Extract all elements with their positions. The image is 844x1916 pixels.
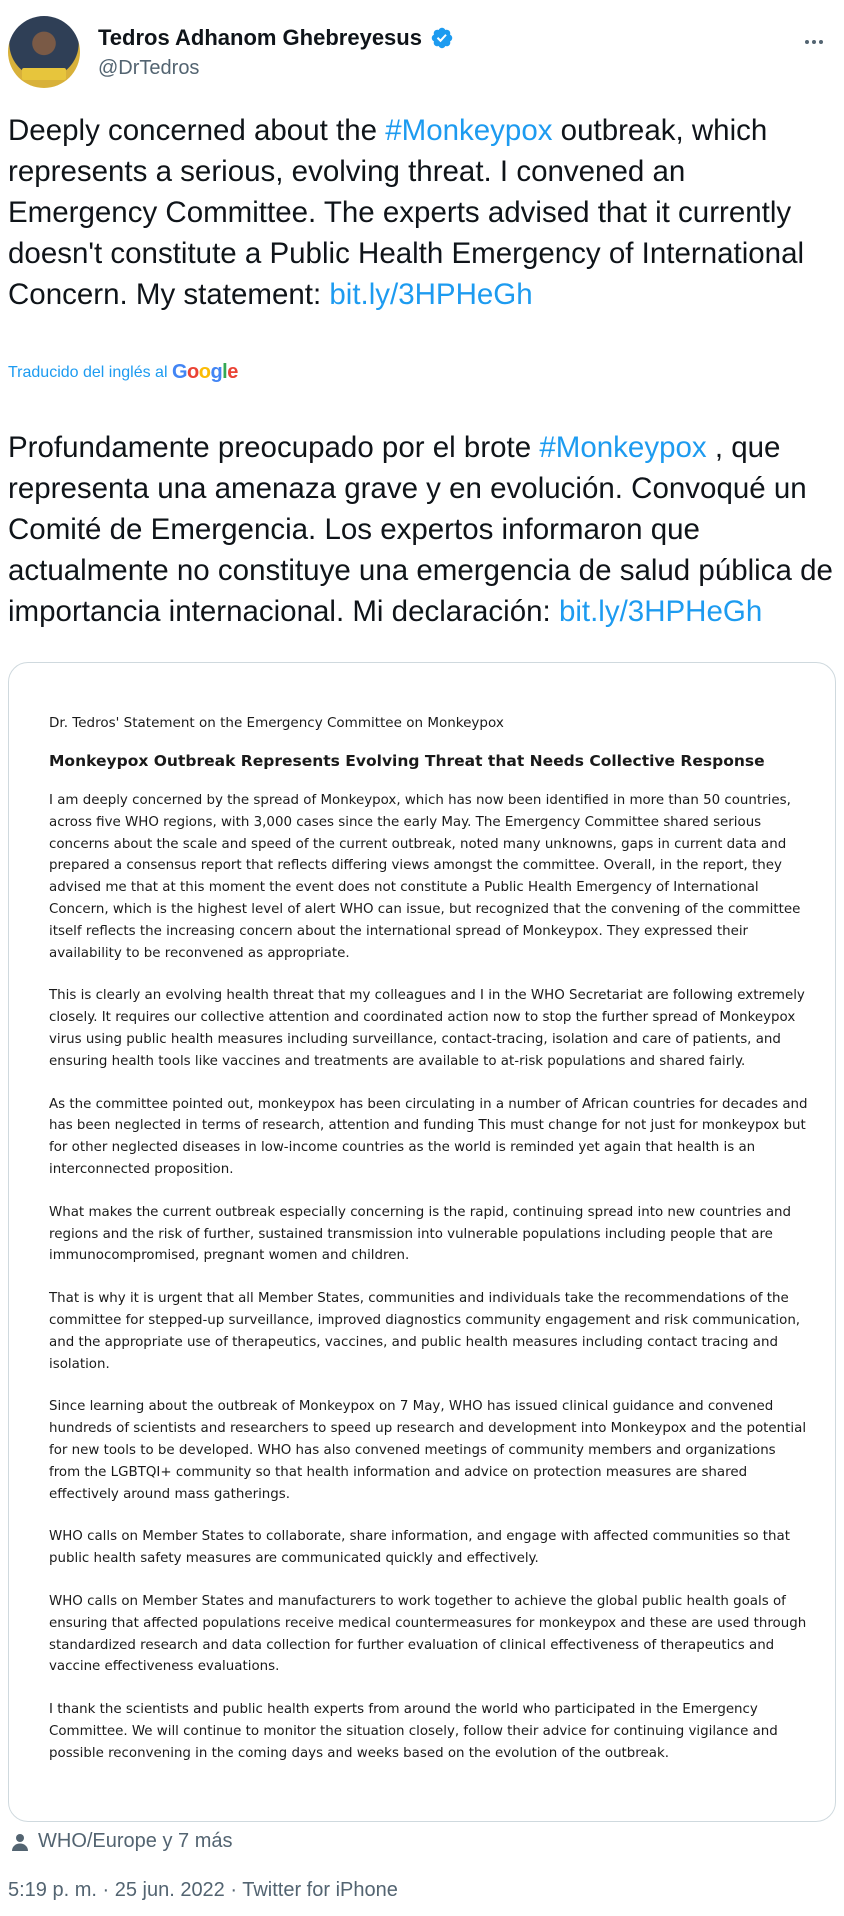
avatar-badge [22,68,66,80]
tweet-text-part: outbreak, which represents a serious, evolving threat. I convened an Emergency Committee. The experts advised that it currently doesn't constitute a Public Health Emergency of International Concern. My statement: [8,114,805,311]
author-display-name[interactable]: Tedros Adhanom Ghebreyesus [98,25,422,50]
author-name-block[interactable] [98,24,454,82]
author-avatar[interactable] [8,16,80,88]
statement-link[interactable]: bit.ly/3HPHeGh [329,278,533,311]
translated-text-part: Profundamente preocupado por el brote [8,430,540,464]
statement-paragraph: WHO calls on Member States to collaborate, share information, and engage with affected communities so that public health safety measures are communicated quickly and effectively. [49,1529,790,1567]
statement-header: Dr. Tedros' Statement on the Emergency Committee on Monkeypox [49,715,504,731]
tagged-users-text: WHO/Europe y 7 más [38,1830,233,1852]
verified-badge-icon [430,26,454,50]
author-handle[interactable]: @DrTedros [98,57,200,79]
statement-title: Monkeypox Outbreak Represents Evolving Threat that Needs Collective Response [49,752,765,770]
translated-statement-link[interactable]: bit.ly/3HPHeGh [558,594,763,628]
statement-paragraph: This is clearly an evolving health threat that my colleagues and I in the WHO Secretariat are following extremely closely. It requires our collective attention and coordinated action now to stop the further spread of Monkeypox virus using public health measures including surveillance, contact-tracing, isolation and care of patients, and ensuring health tools like vaccines and treatments are available to at-risk populations and shared fairly. [49,988,805,1069]
tweet-header [8,16,836,88]
hashtag-link[interactable]: #Monkeypox [385,114,553,147]
statement-image[interactable] [8,662,836,1822]
translated-text-part: , que representa una amenaza grave y en evolución. Convoqué un Comité de Emergencia. Los expertos informaron que actualmente no constituye una emergencia de salud pública de importancia internacional. Mi declaración: [8,430,833,628]
statement-paragraph: WHO calls on Member States and manufacturers to work together to achieve the global public health goals of ensuring that affected populations receive medical countermeasures for monkeypox and these are used through standardized research and data collection for further evaluation of clinical effectiveness of therapeutics and vaccine effectiveness evaluations. [49,1593,807,1675]
google-logo: Google [171,361,238,383]
more-dots-icon[interactable] [796,24,832,60]
tweet-timestamp[interactable]: 5:19 p. m. · 25 jun. 2022 · Twitter for iPhone [8,1879,398,1901]
person-icon [10,1832,30,1852]
translation-attribution[interactable] [8,361,238,384]
tweet-text-part: Deeply concerned about the [8,114,386,147]
translation-label: Traducido del inglés al [8,364,168,381]
statement-document [49,713,809,1785]
statement-paragraph: What makes the current outbreak especially concerning is the rapid, continuing spread into new countries and regions and the risk of further, sustained transmission into vulnerable populations including people that are immunocompromised, pregnant women and children. [49,1204,792,1264]
translated-hashtag-link[interactable]: #Monkeypox [539,430,707,464]
statement-paragraph: I thank the scientists and public health experts from around the world who participated in the Emergency Committee. We will continue to monitor the situation closely, follow their advice for continuing vigilance and possible reconvening in the coming days and weeks based on the evolution of the outbreak. [49,1702,778,1761]
tagged-users-row[interactable] [10,1826,233,1856]
translated-text [8,397,838,661]
statement-paragraph: I am deeply concerned by the spread of Monkeypox, which has now been identified in more than 50 countries, across five WHO regions, with 3,000 cases since the early May. The Emergency Committee shared serious concerns about the scale and speed of the current outbreak, noted many unknowns, gaps in current data and prepared a consensus report that reflects differing views amongst the committee. Overall, in the report, they advised me that at this moment the event does not constitute a Public Health Emergency of International Concern, which is the highest level of alert WHO can issue, but recognized that the convening of the committee itself reflects the increasing concern about the international spread of Monkeypox. They expressed their availability to be reconvened as appropriate. [49,793,801,961]
statement-paragraph: That is why it is urgent that all Member States, communities and individuals take the recommendations of the committee for stepped-up surveillance, improved diagnostics community engagement and risk communication, and the appropriate use of therapeutics, vaccines, and public health measures including contact tracing and isolation. [49,1291,801,1372]
statement-paragraph: Since learning about the outbreak of Monkeypox on 7 May, WHO has issued clinical guidance and convened hundreds of scientists and researchers to speed up research and development into Monkeypox and the potential for new tools to be developed. WHO has also convened meetings of community members and organizations from the LGBTQI+ community so that health information and advice on protection measures are shared effectively around mass gatherings. [49,1399,807,1502]
statement-paragraph: As the committee pointed out, monkeypox has been circulating in a number of African countries for decades and has been neglected in terms of research, attention and funding This must change for not just for monkeypox but for other neglected diseases in low-income countries as the world is reminded yet again that health is an interconnected proposition. [49,1096,808,1177]
tweet-text [8,110,838,315]
